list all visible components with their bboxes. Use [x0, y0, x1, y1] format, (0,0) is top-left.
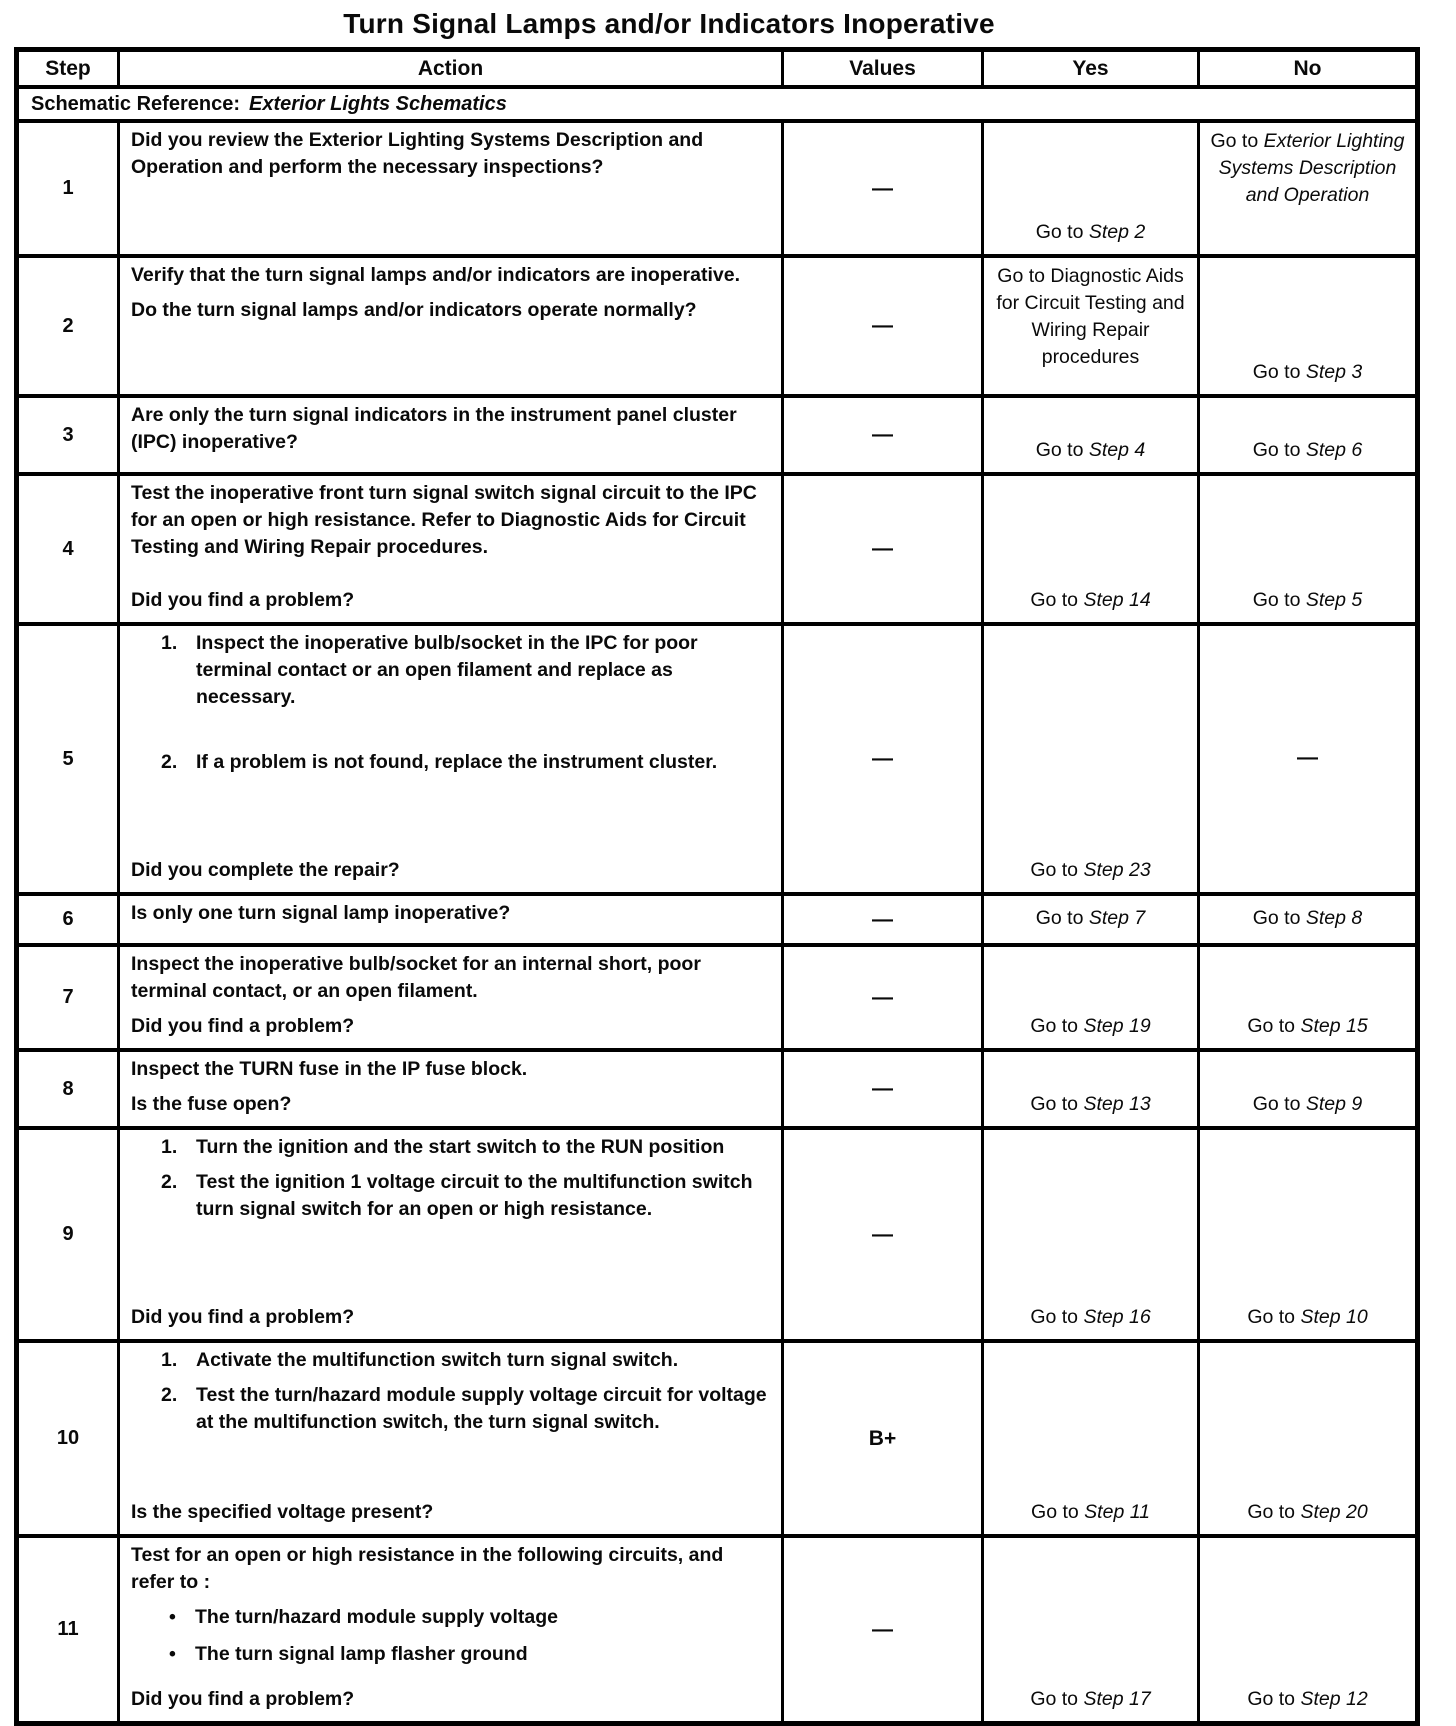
list-item-text: Test the ignition 1 voltage circuit to the multifunction switch turn signal switch for an open or high resistance.: [196, 1171, 753, 1220]
action-cell: [120, 398, 784, 472]
goto-text: [1030, 1686, 1150, 1713]
action-cell: [120, 258, 784, 394]
values-cell: —: [784, 476, 984, 622]
action-question: Is the fuse open?: [131, 1093, 292, 1115]
numbered-list-item: [131, 1169, 769, 1223]
no-cell: [1200, 476, 1415, 622]
goto-prefix: Go to: [1252, 589, 1306, 611]
yes-cell: [984, 896, 1200, 943]
action-question: Did you find a problem?: [131, 1688, 355, 1710]
action-paragraph: Are only the turn signal indicators in the instrument panel cluster (IPC) inoperative?: [131, 404, 737, 453]
list-number: 2.: [161, 751, 178, 773]
yes-cell: [984, 476, 1200, 622]
goto-text: [1253, 359, 1363, 386]
yes-cell: [984, 1130, 1200, 1339]
table-row: [19, 896, 1415, 947]
goto-target: Step 10: [1300, 1306, 1368, 1328]
action-cell: [120, 123, 784, 254]
header-values: Values: [784, 52, 984, 85]
table-row: [19, 258, 1415, 398]
table-header-row: [19, 52, 1415, 89]
goto-prefix: Go to: [1035, 439, 1089, 461]
table-row: [19, 1130, 1415, 1343]
values-cell: B+: [784, 1343, 984, 1534]
goto-target: Step 11: [1084, 1501, 1150, 1523]
schematic-reference-value: Exterior Lights Schematics: [248, 92, 507, 115]
list-number: 2.: [161, 1384, 178, 1406]
no-cell: [1200, 398, 1415, 472]
goto-prefix: Go to: [1035, 906, 1089, 929]
goto-target: Exterior Lighting Systems Description and Operation: [1218, 130, 1405, 206]
goto-target: Step 3: [1305, 361, 1363, 383]
numbered-list-item: [131, 749, 769, 776]
goto-target: Step 19: [1083, 1015, 1151, 1037]
schematic-reference-label: Schematic Reference:: [31, 92, 240, 115]
goto-text: [1297, 744, 1318, 771]
goto-text: [1253, 1091, 1363, 1118]
list-item-text: If a problem is not found, replace the instrument cluster.: [196, 751, 718, 773]
table-row: [19, 398, 1415, 476]
goto-prefix: Go to: [1252, 1093, 1306, 1115]
goto-prefix: —: [1297, 746, 1318, 769]
goto-target: Step 23: [1083, 859, 1151, 881]
goto-text: [1031, 1499, 1150, 1526]
table-row: [19, 947, 1415, 1052]
goto-text: [1247, 1686, 1367, 1713]
goto-text: [1253, 587, 1363, 614]
action-question: Is the specified voltage present?: [131, 1501, 434, 1523]
no-cell: [1200, 1343, 1415, 1534]
goto-text: [1247, 1304, 1367, 1331]
values-cell: —: [784, 626, 984, 892]
goto-prefix: Go to: [1035, 221, 1089, 243]
action-cell: [120, 626, 784, 892]
step-number: 3: [19, 398, 120, 472]
table-row: [19, 626, 1415, 896]
action-cell: [120, 1538, 784, 1721]
numbered-list-item: [131, 1134, 769, 1161]
action-cell: [120, 896, 784, 943]
goto-target: Step 16: [1083, 1306, 1151, 1328]
goto-target: Step 5: [1305, 589, 1363, 611]
action-question: Did you complete the repair?: [131, 859, 400, 881]
goto-text: [1247, 1013, 1367, 1040]
yes-cell: [984, 947, 1200, 1048]
action-cell: [120, 476, 784, 622]
goto-prefix: Go to: [1210, 130, 1264, 152]
yes-cell: [984, 1538, 1200, 1721]
goto-prefix: Go to: [1252, 361, 1306, 383]
table-row: [19, 1343, 1415, 1538]
goto-prefix: Go to: [1030, 589, 1084, 611]
list-item-text: Activate the multifunction switch turn signal switch.: [196, 1349, 679, 1371]
step-number: 11: [19, 1538, 120, 1721]
numbered-list-item: [131, 1347, 769, 1374]
goto-prefix: Go to: [1030, 1306, 1084, 1328]
no-cell: [1200, 1130, 1415, 1339]
action-question: Did you find a problem?: [131, 1306, 355, 1328]
no-cell: [1200, 626, 1415, 892]
action-cell: [120, 1343, 784, 1534]
step-number: 5: [19, 626, 120, 892]
goto-prefix: Go to: [1252, 906, 1306, 929]
goto-target: Step 4: [1088, 439, 1146, 461]
action-paragraph: Test for an open or high resistance in the following circuits, and refer to :: [131, 1544, 724, 1593]
list-number: 1.: [161, 1136, 178, 1158]
action-cell: [120, 1130, 784, 1339]
no-cell: [1200, 123, 1415, 254]
values-cell: —: [784, 123, 984, 254]
header-step: Step: [19, 52, 120, 85]
goto-prefix: Go to: [1030, 1688, 1084, 1710]
yes-cell: [984, 398, 1200, 472]
bullet-list-item: [131, 1604, 769, 1631]
step-number: 1: [19, 123, 120, 254]
values-cell: —: [784, 896, 984, 943]
goto-prefix: Go to: [1031, 1501, 1085, 1523]
yes-cell: [984, 123, 1200, 254]
goto-prefix: Go to: [1030, 859, 1084, 881]
yes-cell: [984, 626, 1200, 892]
values-cell: —: [784, 1538, 984, 1721]
header-no: No: [1293, 56, 1322, 80]
yes-cell: [984, 258, 1200, 394]
bullet-list-item: [131, 1641, 769, 1668]
goto-text: [1036, 437, 1146, 464]
goto-target: Step 14: [1083, 589, 1151, 611]
goto-target: Step 12: [1300, 1688, 1368, 1710]
yes-cell: [984, 1343, 1200, 1534]
action-paragraph: Did you review the Exterior Lighting Systems Description and Operation and perform the necessary inspections?: [131, 129, 704, 178]
goto-target: Step 6: [1305, 439, 1363, 461]
bullet-icon: •: [169, 1643, 176, 1665]
goto-target: Step 9: [1305, 1093, 1363, 1115]
no-cell: [1200, 1052, 1415, 1126]
values-cell: —: [784, 258, 984, 394]
action-paragraph: Do the turn signal lamps and/or indicators operate normally?: [131, 299, 697, 321]
goto-prefix: Go to: [1247, 1501, 1301, 1523]
action-cell: [120, 1052, 784, 1126]
action-paragraph: Test the inoperative front turn signal switch signal circuit to the IPC for an open or high resistance. Refer to Diagnostic Aids for Circuit Testing and Wiring Repair procedures.: [131, 482, 757, 558]
no-cell: [1200, 947, 1415, 1048]
list-number: 1.: [161, 632, 178, 654]
goto-text: [1036, 219, 1146, 246]
goto-text: [1247, 1499, 1367, 1526]
action-paragraph: Inspect the TURN fuse in the IP fuse block.: [131, 1058, 528, 1080]
yes-cell: [984, 1052, 1200, 1126]
goto-target: Step 15: [1300, 1015, 1368, 1037]
table-body: [19, 123, 1415, 1721]
goto-prefix: Go to: [1030, 1015, 1084, 1037]
no-cell: [1200, 1538, 1415, 1721]
bullet-icon: •: [169, 1606, 176, 1628]
goto-prefix: Go to: [1247, 1306, 1301, 1328]
step-number: 10: [19, 1343, 120, 1534]
goto-text: [1030, 587, 1150, 614]
header-yes: Yes: [984, 52, 1200, 85]
step-number: 6: [19, 896, 120, 943]
diagnostic-table: [14, 47, 1420, 1726]
table-row: [19, 123, 1415, 258]
goto-prefix: Go to Diagnostic Aids for Circuit Testing and Wiring Repair procedures: [996, 265, 1185, 368]
goto-text: [992, 263, 1189, 371]
list-item-text: Turn the ignition and the start switch to the RUN position: [196, 1136, 725, 1158]
step-number: 2: [19, 258, 120, 394]
step-number: 4: [19, 476, 120, 622]
no-cell: [1200, 258, 1415, 394]
action-question: Did you find a problem?: [131, 589, 355, 611]
goto-target: Step 8: [1305, 906, 1363, 929]
step-number: 7: [19, 947, 120, 1048]
goto-text: [1036, 905, 1146, 932]
action-question: Did you find a problem?: [131, 1015, 355, 1037]
values-cell: —: [784, 1052, 984, 1126]
table-row: [19, 1538, 1415, 1721]
list-item-text: Test the turn/hazard module supply voltage circuit for voltage at the multifunction switch, the turn signal switch.: [196, 1384, 767, 1433]
action-paragraph: Inspect the inoperative bulb/socket for an internal short, poor terminal contact, or an open filament.: [131, 953, 701, 1002]
step-number: 9: [19, 1130, 120, 1339]
action-paragraph: Verify that the turn signal lamps and/or indicators are inoperative.: [131, 264, 740, 286]
goto-text: [1253, 905, 1363, 932]
list-item-text: Inspect the inoperative bulb/socket in the IPC for poor terminal contact or an open filament and replace as necessary.: [196, 632, 698, 708]
goto-target: Step 7: [1088, 906, 1146, 929]
action-paragraph: Is only one turn signal lamp inoperative?: [131, 902, 511, 924]
bullet-item-text: The turn/hazard module supply voltage: [195, 1606, 558, 1628]
goto-text: [1030, 857, 1150, 884]
table-row: [19, 1052, 1415, 1130]
page-title: Turn Signal Lamps and/or Indicators Inoperative: [343, 8, 995, 39]
goto-target: Step 13: [1083, 1093, 1151, 1115]
step-number: 8: [19, 1052, 120, 1126]
goto-prefix: Go to: [1247, 1015, 1301, 1037]
values-cell: —: [784, 398, 984, 472]
goto-prefix: Go to: [1247, 1688, 1301, 1710]
goto-text: [1253, 437, 1363, 464]
list-number: 1.: [161, 1349, 178, 1371]
goto-target: Step 2: [1088, 221, 1146, 243]
action-cell: [120, 947, 784, 1048]
values-cell: —: [784, 947, 984, 1048]
goto-prefix: Go to: [1252, 439, 1306, 461]
goto-text: [1208, 128, 1407, 209]
goto-text: [1030, 1091, 1150, 1118]
numbered-list-item: [131, 630, 769, 711]
table-row: [19, 476, 1415, 626]
goto-text: [1030, 1304, 1150, 1331]
bullet-item-text: The turn signal lamp flasher ground: [195, 1643, 528, 1665]
schematic-reference-row: [19, 89, 1415, 123]
goto-target: Step 20: [1300, 1501, 1368, 1523]
values-cell: —: [784, 1130, 984, 1339]
numbered-list-item: [131, 1382, 769, 1436]
header-action: Action: [120, 52, 784, 85]
list-number: 2.: [161, 1171, 178, 1193]
goto-target: Step 17: [1083, 1688, 1151, 1710]
no-cell: [1200, 896, 1415, 943]
goto-prefix: Go to: [1030, 1093, 1084, 1115]
goto-text: [1030, 1013, 1150, 1040]
